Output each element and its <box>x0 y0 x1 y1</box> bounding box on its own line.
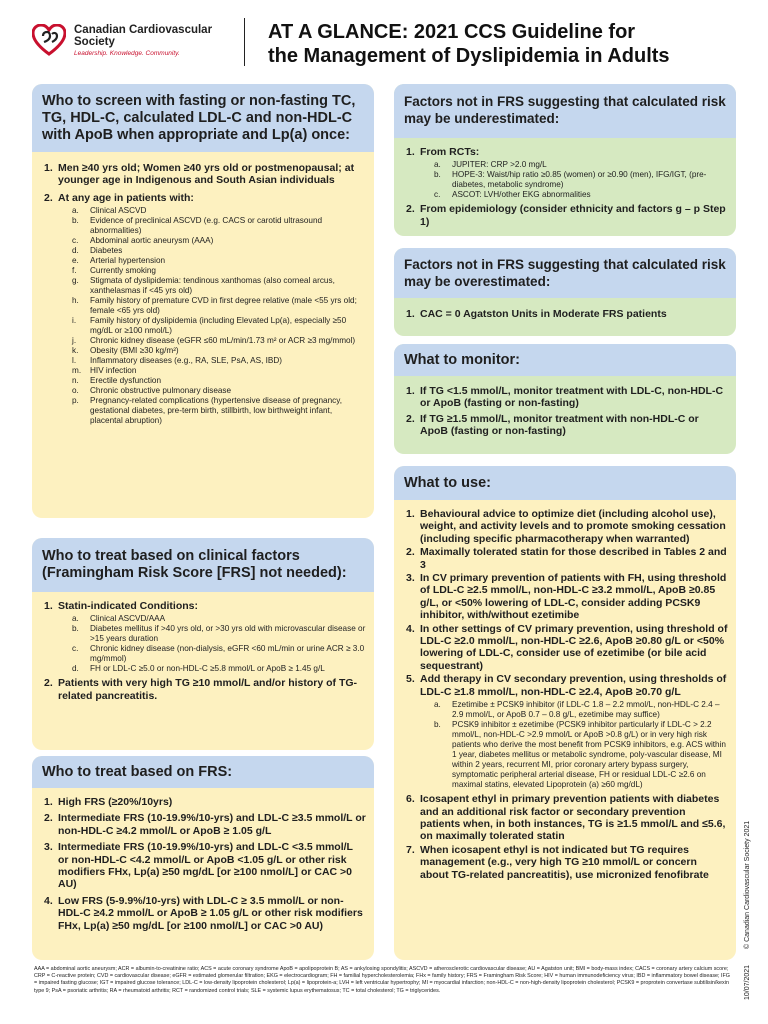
sub-item: c. Abdominal aortic aneurysm (AAA) <box>72 236 214 246</box>
list-item: 4. In other settings of CV primary prevention, using threshold of LDL-C ≥2.0 mmol/L, non-HDL-C ≥2.6, ApoB ≥0.80 g/L or <50% lowering of LDL-C, consider use of ezetimibe (or bile acid sequestrant) <box>406 622 728 672</box>
clinical-panel <box>32 538 374 750</box>
sub-item: j. Chronic kidney disease (eGFR ≤60 mL/min/1.73 m² or ACR ≥3 mg/mmol) <box>72 336 356 346</box>
sub-item: o. Chronic obstructive pulmonary disease <box>72 386 232 396</box>
screen-list <box>32 152 374 435</box>
use-panel <box>394 466 736 960</box>
sub-item: d. Diabetes <box>72 246 123 256</box>
clinical-panel-header <box>32 538 374 592</box>
overestimated-panel <box>394 248 736 336</box>
org-tagline: Leadership. Knowledge. Community. <box>74 50 180 57</box>
list-item: 7. When icosapent ethyl is not indicated but TG requires management (e.g., very high TG ≥10 mmol/L or concern about TG-related pancreatitis), use micronized fenofibrate <box>406 843 709 881</box>
page-title-line1: AT A GLANCE: 2021 CCS Guideline for <box>268 21 636 43</box>
sub-item: i. Family history of dyslipidemia (including Elevated Lp(a), especially ≥50 mg/dL or ≥100 nmol/L) <box>72 316 347 336</box>
sub-item: b. PCSK9 inhibitor ± ezetimibe (PCSK9 inhibitor particularly if LDL-C > 2.2 mmol/L, non-HDL-C >2.9 mmol/L or ApoB >0.8 g/L) or in very high risk patients who derive the most benefit from PCSK9 inhibitors, e.g. ACS within 1 year, diabetes mellitus or metabolic syndrome, poly-vascular disease, MI within 2 years, recurrent MI, prior coronary artery bypass surgery, symptomatic peripheral arterial disease, FH or residual LDL-C ≥2.6 on maximal statins, elevated Lipoprotein (a) ≥60 mg/dL) <box>434 720 726 790</box>
frs-panel-title: Who to treat based on FRS: <box>42 764 233 780</box>
sub-item: c. Chronic kidney disease (non-dialysis, eGFR <60 mL/min or urine ACR ≥ 3.0 mg/mmol) <box>72 644 365 664</box>
sub-item: k. Obesity (BMI ≥30 kg/m²) <box>72 346 179 356</box>
abbreviations-footer: AAA = abdominal aortic aneurysm; ACR = albumin-to-creatinine ratio; ACS = acute coronary syndrome ApoB = apolipoprotein B; AS = ankylosing spondylitis; ASCVD = atherosclerotic cardiovascular disease; AU = Agatston unit; BMI = body-mass index; CACS = coronary artery calcium score; CRP = C-reactive protein; CVD = cardiovascular disease; eGFR = estimated glomerular filtration; EKG = electrocardiogram; FH = familial hypercholesterolemia; FHx = family history; FRS = Framingham Risk Score; HIV = human immunodeficiency virus; IBD = inflammatory bowel disease; IFG = impaired fasting glucose; IGT = impaired glucose tolerance; LDL-C = low-density lipoprotein cholesterol; Lp(a) = lipoprotein-a; LVH = left ventricular hypertrophy; MI = myocardial infarction; non-HDL-C = non-high-density lipoprotein cholesterol; PCSK9 = proprotein convertase subtilisin/kexin type 9; PsA = psoriatic arthritis; RA = rheumatoid arthritis; RCT = randomized control trials; SLE = systemic lupus erythematosus; TC = total cholesterol; TG = triglycerides. <box>34 966 730 994</box>
use-panel-title: What to use: <box>404 475 491 491</box>
org-name <box>74 24 244 48</box>
frs-list <box>32 788 374 939</box>
sub-item: a. Ezetimibe ± PCSK9 inhibitor (if LDL-C 1.8 – 2.2 mmol/L, non-HDL-C 2.4 – 2.9 mmol/L, or ApoB 0.7 – 0.8 g/L, ezetimibe may suffice) <box>434 700 720 720</box>
underestimated-panel-title: Factors not in FRS suggesting that calculated risk may be underestimated: <box>404 94 726 126</box>
side-copyright-text: © Canadian Cardiovascular Society 2021 <box>744 820 751 949</box>
sub-item: l. Inflammatory diseases (e.g., RA, SLE, PsA, AS, IBD) <box>72 356 283 366</box>
clinical-panel-title: Who to treat based on clinical factors (Framingham Risk Score [FRS] not needed): <box>42 548 347 581</box>
list-item: 1. Men ≥40 yrs old; Women ≥40 yrs old or postmenopausal; at younger age in Indigenous and South Asian individuals <box>44 162 355 187</box>
side-copyright <box>744 821 751 1000</box>
underestimated-sublist <box>420 158 728 202</box>
org-name-line2: Society <box>74 36 115 48</box>
list-item: 1. CAC = 0 Agatston Units in Moderate FRS patients <box>406 308 667 320</box>
screen-panel-title: Who to screen with fasting or non-fasting TC, TG, HDL-C, calculated LDL-C and non-HDL-C with ApoB when appropriate and Lp(a) once: <box>42 93 356 143</box>
list-item: 1. From RCTs: a. JUPITER: CRP >2.0 mg/L b. HOPE-3: Waist/hip ratio ≥0.85 (women) or ≥0.90 (men), IFG/IGT, (pre-diabetes, metabolic syndrome) c. ASCOT: LVH/other EKG abnormalities <box>406 146 728 202</box>
use-list <box>394 500 736 888</box>
overestimated-list <box>394 298 736 327</box>
list-item: 3. In CV primary prevention of patients with FH, using threshold of LDL-C ≥2.5 mmol/L, non-HDL-C ≥3.2 mmol/L, ApoB ≥0.85 g/L, or <50% lowering of LDL-C, consider adding PCSK9 inhibitor, with/without ezetimibe <box>406 572 727 622</box>
use-sublist <box>420 698 728 792</box>
screen-sublist <box>58 204 366 428</box>
list-item: 2. Patients with very high TG ≥10 mmol/L and/or history of TG-related pancreatitis. <box>44 677 358 702</box>
list-item: 6. Icosapent ethyl in primary prevention patients with diabetes and an additional risk factor or secondary prevention patients when, in both instances, TG is ≥1.5 mmol/L and ≤5.6, on maximally tolerated statin <box>406 793 726 843</box>
page-header <box>0 0 768 76</box>
monitor-panel <box>394 344 736 454</box>
clinical-sublist <box>58 612 366 676</box>
list-item: 1. High FRS (≥20%/10yrs) <box>44 796 173 808</box>
list-item: 2. From epidemiology (consider ethnicity and factors g – p Step 1) <box>406 203 726 228</box>
screen-panel <box>32 84 374 518</box>
list-item: 3. Intermediate FRS (10-19.9%/10-yrs) and LDL-C <3.5 mmol/L or non-HDL-C <4.2 mmol/L or ApoB <1.05 g/L or other risk modifiers FHx, Lp(a) ≥50 mg/dL [or ≥100 nmol/L] or CAC >0 AU) <box>44 841 353 891</box>
overestimated-panel-title: Factors not in FRS suggesting that calculated risk may be overestimated: <box>404 257 726 289</box>
side-date: 10/07/2021 <box>744 964 751 1000</box>
underestimated-panel <box>394 84 736 236</box>
sub-item: b. HOPE-3: Waist/hip ratio ≥0.85 (women) or ≥0.90 (men), IFG/IGT, (pre-diabetes, metabolic syndrome) <box>434 170 707 190</box>
list-item: 5. Add therapy in CV secondary prevention, using thresholds of LDL-C ≥1.8 mmol/L, non-HDL-C ≥2.4, ApoB ≥0.70 g/L a. Ezetimibe ± PCSK9 inhibitor (if LDL-C 1.8 – 2.2 mmol/L, non-HDL-C 2.4 – 2.9 mmol/L, or ApoB 0.7 – 0.8 g/L, ezetimibe may suffice) b. PCSK9 inhibitor ± ezetimibe (PCSK9 inhibitor particularly if LDL-C > 2.2 mmol/L, non-HDL-C >2.9 mmol/L or ApoB >0.8 g/L) or in very high risk patients who derive the most benefit from PCSK9 inhibitors, e.g. ACS within 1 year, diabetes mellitus or metabolic syndrome, poly-vascular disease, MI within 2 years, recurrent MI, prior coronary artery bypass surgery, symptomatic peripheral arterial disease, FH or residual LDL-C ≥2.6 on maximal statins, elevated Lipoprotein (a) ≥60 mg/dL) <box>406 673 728 792</box>
header-divider <box>244 18 245 66</box>
clinical-list <box>32 592 374 709</box>
monitor-panel-header <box>394 344 736 376</box>
list-item: 4. Low FRS (5-9.9%/10-yrs) with LDL-C ≥ 3.5 mmol/L or non-HDL-C ≥4.2 mmol/L or ApoB ≥ 1.05 g/L or other risk modifiers FHx, Lp(a) ≥50 mg/dL [or ≥100 nmol/L] or CAC >0 AU) <box>44 894 363 932</box>
sub-item: a. JUPITER: CRP >2.0 mg/L <box>434 160 547 170</box>
underestimated-list <box>394 138 736 235</box>
list-item: 2. Intermediate FRS (10-19.9%/10-yrs) and LDL-C ≥3.5 mmol/L or non-HDL-C ≥4.2 mmol/L or ApoB ≥ 1.05 g/L <box>44 812 366 837</box>
monitor-panel-title: What to monitor: <box>404 352 520 368</box>
sub-item: h. Family history of premature CVD in first degree relative (male <55 yrs old; female <65 yrs old) <box>72 296 357 316</box>
sub-item: c. ASCOT: LVH/other EKG abnormalities <box>434 190 591 200</box>
sub-item: g. Stigmata of dyslipidemia: tendinous xanthomas (also corneal arcus, xanthelasmas if <45 yrs old) <box>72 276 335 296</box>
frs-panel <box>32 756 374 960</box>
monitor-list <box>394 376 736 445</box>
page-title-line2: the Management of Dyslipidemia in Adults <box>268 45 670 67</box>
list-item: 1. Behavioural advice to optimize diet (including alcohol use), weight, and activity levels and to promote smoking cessation (including specific pharmacotherapy when warranted) <box>406 508 726 545</box>
sub-item: m. HIV infection <box>72 366 137 376</box>
sub-item: b. Diabetes mellitus if >40 yrs old, or >30 yrs old with microvascular disease or >15 years duration <box>72 624 366 644</box>
underestimated-panel-header <box>394 84 736 138</box>
list-item: 2. If TG ≥1.5 mmol/L, monitor treatment with non-HDL-C or ApoB (fasting or non-fasting) <box>406 412 699 438</box>
page-title <box>268 20 748 68</box>
use-panel-header <box>394 466 736 500</box>
screen-panel-header <box>32 84 374 152</box>
overestimated-panel-header <box>394 248 736 298</box>
sub-item: d. FH or LDL-C ≥5.0 or non-HDL-C ≥5.8 mmol/L or ApoB ≥ 1.45 g/L <box>72 664 325 674</box>
frs-panel-header <box>32 756 374 788</box>
sub-item: b. Evidence of preclinical ASCVD (e.g. CACS or carotid ultrasound abnormalities) <box>72 216 323 236</box>
sub-item: f. Currently smoking <box>72 266 156 276</box>
list-item: 1. If TG <1.5 mmol/L, monitor treatment with LDL-C, non-HDL-C or ApoB (fasting or non-fasting) <box>406 385 724 410</box>
list-item: 1. Statin-indicated Conditions: a. Clinical ASCVD/AAA b. Diabetes mellitus if >40 yrs old, or >30 yrs old with microvascular disease or >15 years duration c. Chronic kidney disease (non-dialysis, eGFR <60 mL/min or urine ACR ≥ 3.0 mg/mmol) d. FH or LDL-C ≥5.0 or non-HDL-C ≥5.8 mmol/L or ApoB ≥ 1.45 g/L <box>44 600 366 676</box>
sub-item: a. Clinical ASCVD/AAA <box>72 614 166 624</box>
list-item: 2. At any age in patients with: a. Clinical ASCVD b. Evidence of preclinical ASCVD (e.g. CACS or carotid ultrasound abnormalities) c. Abdominal aortic aneurysm (AAA) d. Diabetes e. Arterial hypertension f. Currently smoking g. Stigmata of dyslipidemia: tendinous xanthomas (also corneal arcus, xanthelasmas if <45 yrs old) h. Family history of premature CVD in first degree relative (male <55 yrs old; female <65 yrs old) i. Family history of dyslipidemia (including Elevated Lp(a), especially ≥50 mg/dL or ≥100 nmol/L) j. Chronic kidney disease (eGFR ≤60 mL/min/1.73 m² or ACR ≥3 mg/mmol) k. Obesity (BMI ≥30 kg/m²) l. Inflammatory diseases (e.g., RA, SLE, PsA, AS, IBD) m. HIV infection n. Erectile dysfunction o. Chronic obstructive pulmonary disease p. Pregnancy-related complications (hypertensive disease of pregnancy, gestational diabetes, pre-term birth, stillbirth, low birthweight infant, placental abruption) <box>44 192 366 428</box>
sub-item: a. Clinical ASCVD <box>72 206 147 216</box>
org-name-line1: Canadian Cardiovascular <box>74 24 213 36</box>
ccs-heart-logo-icon <box>32 24 66 56</box>
sub-item: e. Arterial hypertension <box>72 256 166 266</box>
sub-item: p. Pregnancy-related complications (hypertensive disease of pregnancy, gestational diabetes, pre-term birth, stillbirth, low birthweight infant, placental abruption) <box>72 396 342 426</box>
sub-item: n. Erectile dysfunction <box>72 376 161 386</box>
list-item: 2. Maximally tolerated statin for those described in Tables 2 and 3 <box>406 546 727 571</box>
